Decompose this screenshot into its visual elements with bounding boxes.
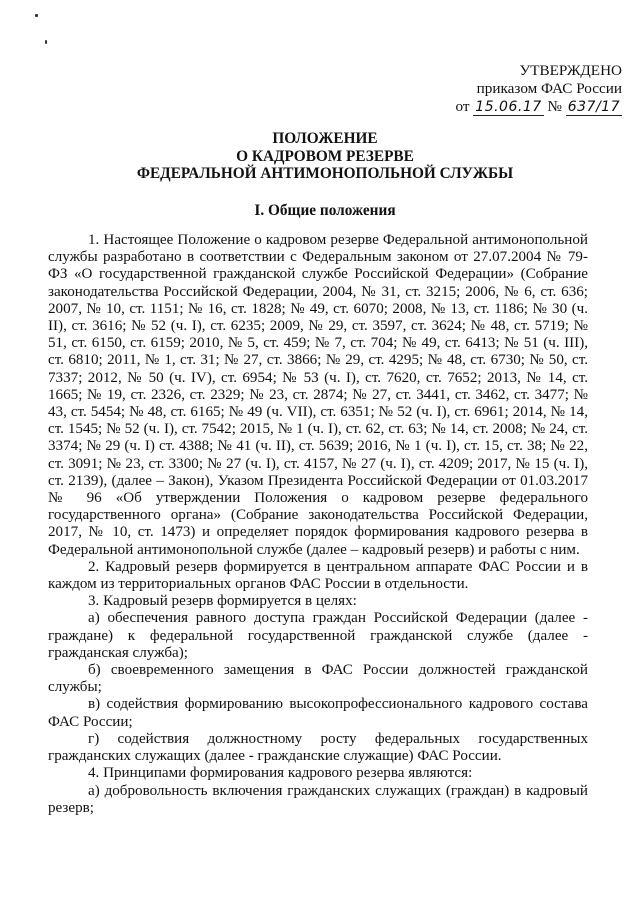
title-line: ПОЛОЖЕНИЕ <box>272 130 378 147</box>
paragraph: 4. Принципами формирования кадрового резерва являются: <box>88 765 473 782</box>
approval-number-prefix: № <box>547 98 562 115</box>
section-heading: I. Общие положения <box>254 202 396 219</box>
approval-date: 15.06.17 <box>475 99 542 115</box>
paragraph: 2. Кадровый резерв формируется в центральном аппарате ФАС России и в каждом из территориальных органов ФАС России в отдельности. <box>48 558 588 593</box>
paragraph: 3. Кадровый резерв формируется в целях: <box>88 593 357 610</box>
approval-number: 637/17 <box>567 99 620 115</box>
scan-speck <box>35 14 38 17</box>
paragraph: в) содействия формированию высокопрофессионального кадрового состава ФАС России; <box>48 696 588 730</box>
approval-order: приказом ФАС России <box>476 80 622 97</box>
scan-speck <box>45 40 47 44</box>
paragraph: 1. Настоящее Положение о кадровом резерве Федеральной антимонопольной службы разработано в соответствии с Федеральным законом от 27.07.2004 № 79-ФЗ «О государственной гражданской службе Российской Федерации» (Собрание законодательства Российской Федерации, 2004, № 31, ст. 3215; 2006, № 6, ст. 636; 2007, № 10, ст. 1151; № 16, ст. 1828; № 49, ст. 6070; 2008, № 13, ст. 1186; № 30 (ч. II), ст. 3616; № 52 (ч. I), ст. 6235; 2009, № 29, ст. 3597, ст. 3624; № 48, ст. 5719; № 51, ст. 6150, ст. 6159; 2010, № 5, ст. 459; № 7, ст. 704; № 49, ст. 6413; № 51 (ч. III), ст. 6810; 2011, № 1, ст. 31; № 27, ст. 3866; № 29, ст. 4295; № 48, ст. 6730; № 50, ст. 7337; 2012, № 50 (ч. IV), ст. 6954; № 53 (ч. I), ст. 7620, ст. 7652; 2013, № 14, ст. 1665; № 19, ст. 2326, ст. 2329; № 23, ст. 2874; № 27, ст. 3441, ст. 3462, ст. 3477; № 43, ст. 5454; № 48, ст. 6165; № 49 (ч. VII), ст. 6351; № 52 (ч. I), ст. 6961; 2014, № 14, ст. 1545; № 52 (ч. I), ст. 7542; 2015, № 1 (ч. I), ст. 62, ст. 63; № 14, ст. 2008; № 24, ст. 3374; № 29 (ч. I) ст. 4388; № 41 (ч. II), ст. 5639; 2016, № 1 (ч. I), ст. 15, ст. 38; № 22, ст. 3091; № 23, ст. 3300; № 27 (ч. I), ст. 4157, № 27 (ч. I), ст. 4209; 2017, № 15 (ч. I), ст. 2139), (далее – Закон), Указом Президента Российской Федерации от 01.03.2017 № 96 «Об утверждении Положения о кадровом резерве федерального государственного органа» (Собрание законодательства Российской Федерации, 2017, № 10, ст. 1473) и определяет порядок формирования кадрового резерва в Федеральной антимонопольной службе (далее – кадровый резерв) и работы с ним. <box>48 232 588 558</box>
approval-date-line <box>432 98 622 116</box>
document-body <box>48 232 588 817</box>
approval-stamp <box>432 62 622 116</box>
paragraph: г) содействия должностному росту федеральных государственных гражданских служащих (далее - гражданские служащие) ФАС России. <box>48 730 588 765</box>
approval-date-prefix: от <box>455 98 470 115</box>
approval-title: УТВЕРЖДЕНО <box>519 62 622 79</box>
title-line: ФЕДЕРАЛЬНОЙ АНТИМОНОПОЛЬНОЙ СЛУЖБЫ <box>136 165 514 182</box>
title-line: О КАДРОВОМ РЕЗЕРВЕ <box>236 147 414 165</box>
paragraph: а) обеспечения равного доступа граждан Российской Федерации (далее - граждане) к федеральной государственной гражданской службе (далее - гражданская служба); <box>48 610 588 661</box>
document-title <box>40 130 610 183</box>
paragraph: а) добровольность включения гражданских служащих (граждан) в кадровый резерв; <box>48 782 588 816</box>
paragraph: б) своевременного замещения в ФАС России должностей гражданской службы; <box>48 662 588 696</box>
